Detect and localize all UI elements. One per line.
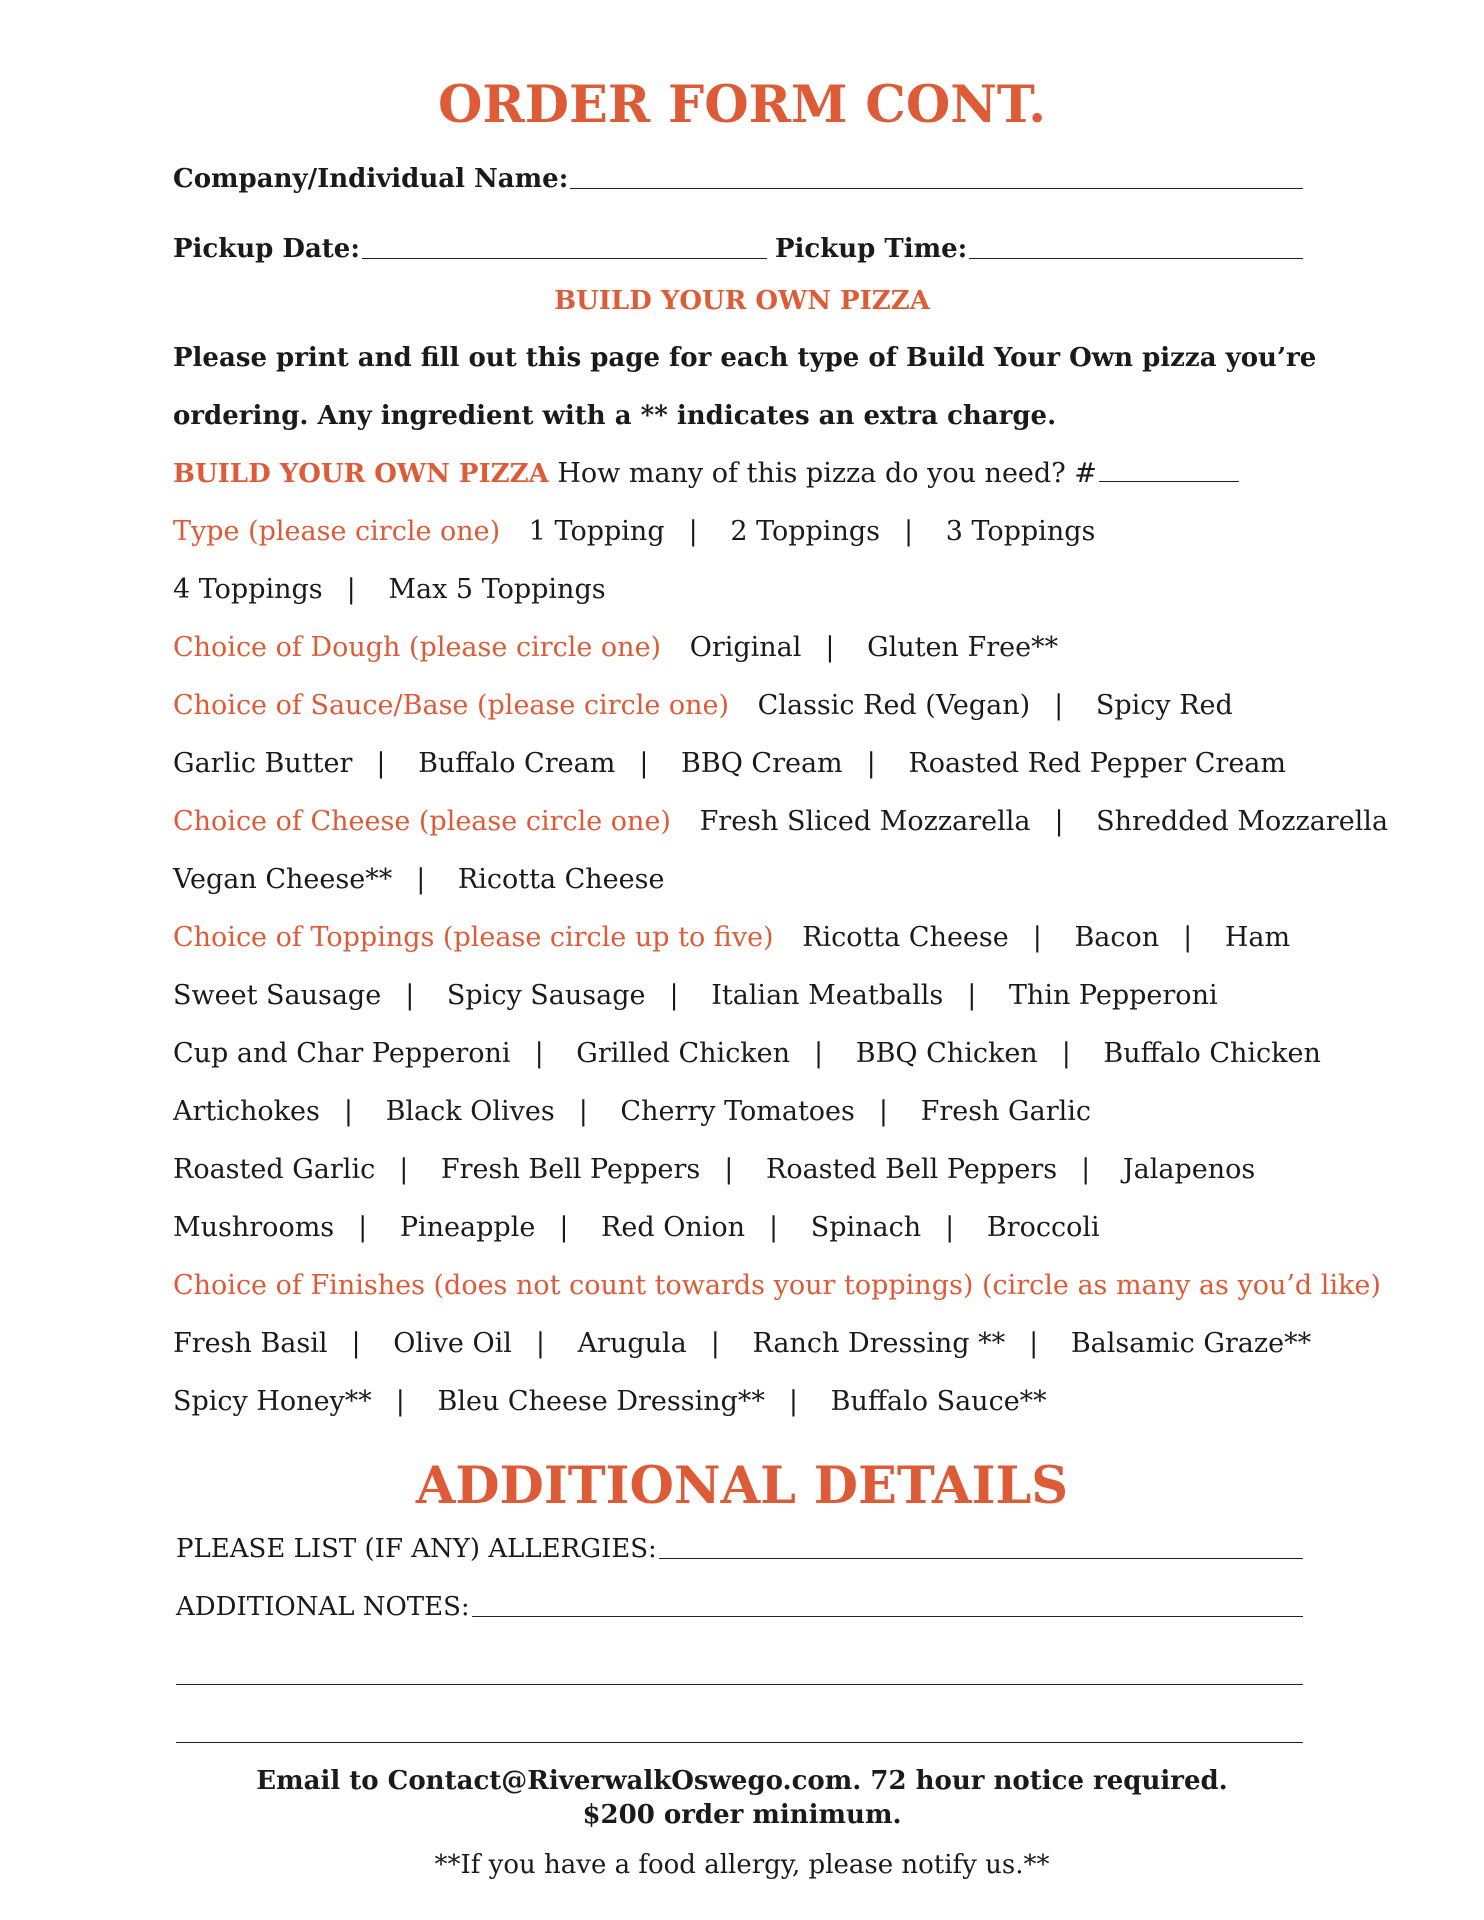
option-item[interactable]: Roasted Garlic xyxy=(173,1154,376,1185)
instructions-line-2: ordering. Any ingredient with a ** indicates an extra charge. xyxy=(173,401,1057,431)
option-item[interactable]: Bacon xyxy=(1074,922,1160,953)
type-row-1: Type (please circle one) 1 Topping | 2 Toppings | 3 Toppings xyxy=(173,516,1096,547)
option-item[interactable]: Roasted Bell Peppers xyxy=(765,1154,1058,1185)
option-item[interactable]: Mushrooms xyxy=(173,1212,335,1243)
toppings-row-4: Artichokes | Black Olives | Cherry Tomatoes | Fresh Garlic xyxy=(173,1096,1092,1127)
option-item[interactable]: Balsamic Graze** xyxy=(1070,1328,1312,1359)
option-item[interactable]: Roasted Red Pepper Cream xyxy=(908,748,1286,779)
option-item[interactable]: Fresh Garlic xyxy=(920,1096,1092,1127)
allergies-row xyxy=(176,1534,1303,1564)
name-blank[interactable] xyxy=(570,188,1303,189)
finishes-label: Choice of Finishes (does not count towards your toppings) (circle as many as you’d like) xyxy=(173,1270,1381,1301)
option-item[interactable]: Sweet Sausage xyxy=(173,980,382,1011)
pizza-count-row xyxy=(173,458,1239,489)
option-item[interactable]: Broccoli xyxy=(986,1212,1100,1243)
notes-label: ADDITIONAL NOTES: xyxy=(176,1592,470,1622)
option-item[interactable]: Olive Oil xyxy=(393,1328,512,1359)
dough-row: Choice of Dough (please circle one) Original | Gluten Free** xyxy=(173,632,1059,663)
additional-details-heading: ADDITIONAL DETAILS xyxy=(415,1456,1069,1516)
pickup-date-blank[interactable] xyxy=(362,258,767,259)
pickup-date-label: Pickup Date: xyxy=(173,234,360,264)
option-item[interactable]: Max 5 Toppings xyxy=(388,574,606,605)
option-item[interactable]: Classic Red (Vegan) xyxy=(757,690,1031,721)
toppings-label: Choice of Toppings (please circle up to five) xyxy=(173,922,774,953)
name-field-row xyxy=(173,164,1303,194)
option-item[interactable]: Buffalo Chicken xyxy=(1103,1038,1321,1069)
option-item[interactable]: Bleu Cheese Dressing** xyxy=(437,1386,765,1417)
option-item[interactable]: 1 Topping xyxy=(528,516,665,547)
type-row-2: 4 Toppings | Max 5 Toppings xyxy=(173,574,606,605)
toppings-row-2: Sweet Sausage | Spicy Sausage | Italian Meatballs | Thin Pepperoni xyxy=(173,980,1218,1011)
cheese-row-1: Choice of Cheese (please circle one) Fresh Sliced Mozzarella | Shredded Mozzarella xyxy=(173,806,1389,837)
option-item[interactable]: Red Onion xyxy=(601,1212,745,1243)
count-blank[interactable] xyxy=(1099,481,1239,482)
count-question: How many of this pizza do you need? # xyxy=(557,458,1097,489)
option-item[interactable]: Vegan Cheese** xyxy=(173,864,393,895)
option-item[interactable]: Ricotta Cheese xyxy=(802,922,1009,953)
cheese-label: Choice of Cheese (please circle one) xyxy=(173,806,671,837)
finishes-label-row xyxy=(173,1270,1381,1301)
toppings-row-3: Cup and Char Pepperoni | Grilled Chicken | BBQ Chicken | Buffalo Chicken xyxy=(173,1038,1321,1069)
option-item[interactable]: Fresh Bell Peppers xyxy=(440,1154,701,1185)
dough-label: Choice of Dough (please circle one) xyxy=(173,632,662,663)
notes-blank-line-2[interactable] xyxy=(176,1684,1303,1685)
option-item[interactable]: Arugula xyxy=(577,1328,687,1359)
option-item[interactable]: 2 Toppings xyxy=(730,516,880,547)
option-item[interactable]: Black Olives xyxy=(385,1096,555,1127)
type-label: Type (please circle one) xyxy=(173,516,501,547)
option-item[interactable]: Jalapenos xyxy=(1122,1154,1256,1185)
finishes-row-2: Spicy Honey** | Bleu Cheese Dressing** | Buffalo Sauce** xyxy=(173,1386,1047,1417)
pickup-field-row xyxy=(173,234,1303,264)
pickup-time-blank[interactable] xyxy=(969,258,1303,259)
pickup-time-label: Pickup Time: xyxy=(774,234,968,264)
name-label: Company/Individual Name: xyxy=(173,164,569,194)
allergies-label: PLEASE LIST (IF ANY) ALLERGIES: xyxy=(176,1534,657,1564)
footer-allergy-note: **If you have a food allergy, please notify us.** xyxy=(434,1850,1050,1880)
footer-email-line: Email to Contact@RiverwalkOswego.com. 72 hour notice required. xyxy=(256,1766,1228,1796)
page-title: ORDER FORM CONT. xyxy=(437,75,1047,135)
toppings-row-1: Choice of Toppings (please circle up to five) Ricotta Cheese | Bacon | Ham xyxy=(173,922,1291,953)
option-item[interactable]: Spinach xyxy=(810,1212,922,1243)
option-item[interactable]: Fresh Basil xyxy=(173,1328,328,1359)
option-item[interactable]: Ricotta Cheese xyxy=(457,864,665,895)
option-item[interactable]: Ranch Dressing ** xyxy=(752,1328,1006,1359)
footer-minimum-line: $200 order minimum. xyxy=(582,1800,902,1830)
option-item[interactable]: Spicy Red xyxy=(1095,690,1233,721)
notes-blank[interactable] xyxy=(472,1616,1303,1617)
notes-row xyxy=(176,1592,1303,1622)
option-item[interactable]: Shredded Mozzarella xyxy=(1096,806,1389,837)
cheese-row-2: Vegan Cheese** | Ricotta Cheese xyxy=(173,864,665,895)
option-item[interactable]: Fresh Sliced Mozzarella xyxy=(699,806,1031,837)
option-item[interactable]: Spicy Sausage xyxy=(446,980,646,1011)
option-item[interactable]: Buffalo Cream xyxy=(418,748,616,779)
sauce-row-2: Garlic Butter | Buffalo Cream | BBQ Cream | Roasted Red Pepper Cream xyxy=(173,748,1286,779)
option-item[interactable]: Italian Meatballs xyxy=(711,980,944,1011)
finishes-row-1: Fresh Basil | Olive Oil | Arugula | Ranch Dressing ** | Balsamic Graze** xyxy=(173,1328,1312,1359)
toppings-row-5: Roasted Garlic | Fresh Bell Peppers | Roasted Bell Peppers | Jalapenos xyxy=(173,1154,1256,1185)
option-item[interactable]: Buffalo Sauce** xyxy=(830,1386,1047,1417)
allergies-blank[interactable] xyxy=(659,1558,1303,1559)
option-item[interactable]: Gluten Free** xyxy=(867,632,1059,663)
notes-blank-line-3[interactable] xyxy=(176,1742,1303,1743)
option-item[interactable]: Grilled Chicken xyxy=(576,1038,791,1069)
option-item[interactable]: Original xyxy=(689,632,802,663)
option-item[interactable]: Cup and Char Pepperoni xyxy=(173,1038,511,1069)
option-item[interactable]: Ham xyxy=(1224,922,1291,953)
option-item[interactable]: Spicy Honey** xyxy=(173,1386,372,1417)
option-item[interactable]: Pineapple xyxy=(399,1212,536,1243)
byo-heading: BUILD YOUR OWN PIZZA xyxy=(554,286,930,316)
sauce-row-1: Choice of Sauce/Base (please circle one) Classic Red (Vegan) | Spicy Red xyxy=(173,690,1233,721)
option-item[interactable]: 3 Toppings xyxy=(945,516,1096,547)
option-item[interactable]: Garlic Butter xyxy=(173,748,353,779)
option-item[interactable]: Artichokes xyxy=(173,1096,320,1127)
option-item[interactable]: Cherry Tomatoes xyxy=(620,1096,855,1127)
option-item[interactable]: BBQ Cream xyxy=(681,748,843,779)
option-item[interactable]: Thin Pepperoni xyxy=(1008,980,1218,1011)
sauce-label: Choice of Sauce/Base (please circle one) xyxy=(173,690,730,721)
option-item[interactable]: 4 Toppings xyxy=(173,574,323,605)
count-label: BUILD YOUR OWN PIZZA xyxy=(173,459,549,489)
option-item[interactable]: BBQ Chicken xyxy=(855,1038,1038,1069)
instructions-line-1: Please print and fill out this page for each type of Build Your Own pizza you’re xyxy=(173,343,1317,373)
toppings-row-6: Mushrooms | Pineapple | Red Onion | Spinach | Broccoli xyxy=(173,1212,1100,1243)
